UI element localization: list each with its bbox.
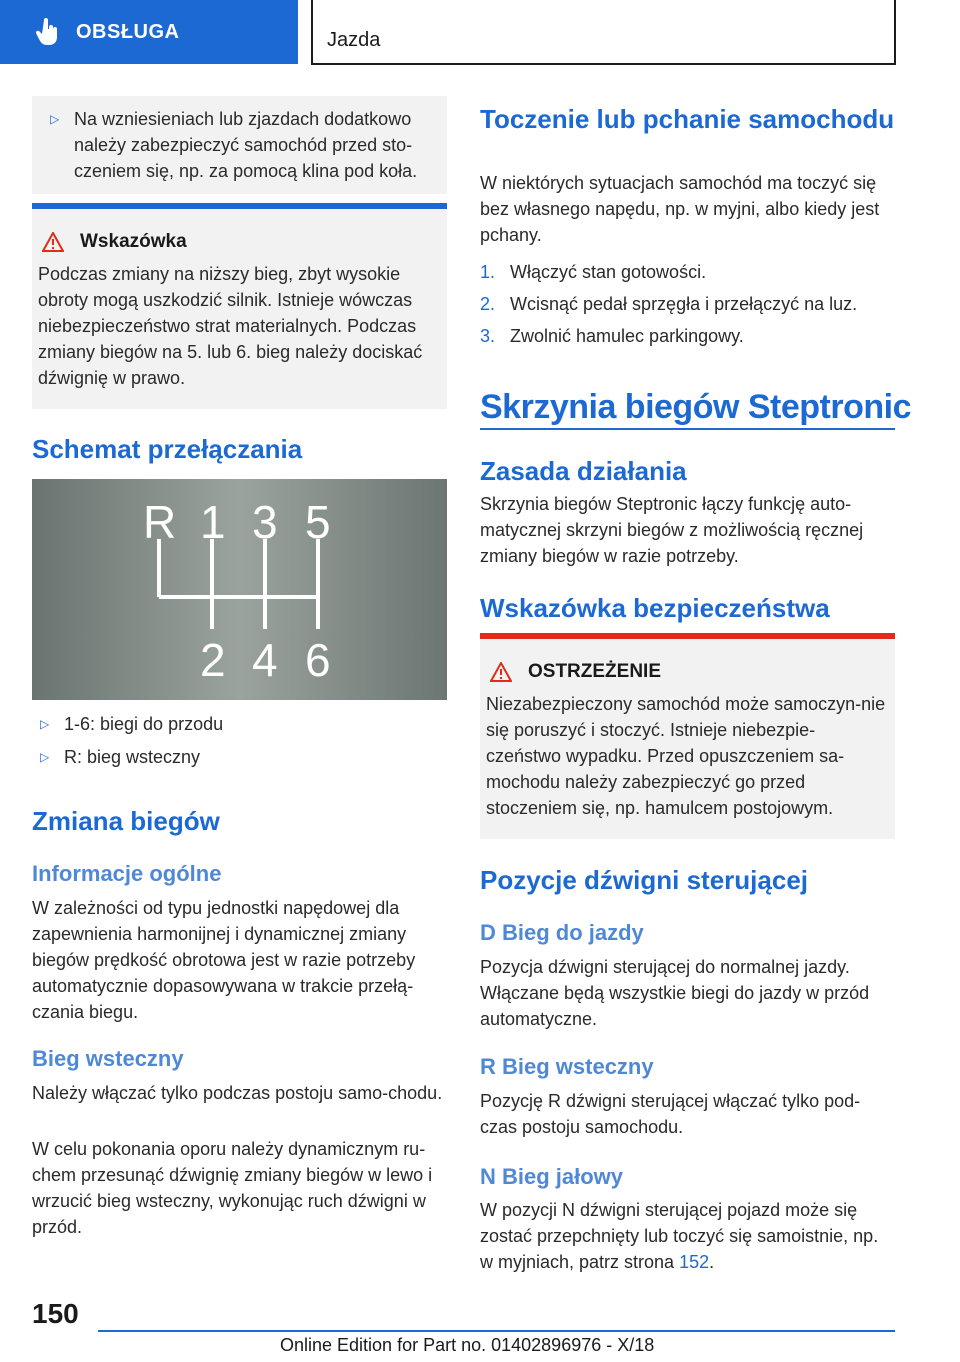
r-text: Pozycję R dźwigni sterującej włączać tylko pod-czas postoju samochodu. <box>480 1091 861 1137</box>
warning-text: Niezabezpieczony samochód może samoczyn-nie się poruszyć i stoczyć. Istnieje niebezpie-czeństwo wypadku. Przed opuszczeniem sa-mochodu należy zabezpieczyć go przed stoczeniem się, np. hamulcem postojowym. <box>486 694 886 818</box>
heading-reverse: Bieg wsteczny <box>32 1046 184 1071</box>
info-text: W zależności od typu jednostki napędowej dla zapewnienia harmonijnej i dynamicznej zmiany biegów prędkość obrotowa jest w razie potrzeby automatycznie dopasowywana w trakcie przełą-czania biegu. <box>32 898 416 1022</box>
d-text: Pozycja dźwigni sterującej do normalnej jazdy. Włączane będą wszystkie biegi do jazdy w przód automatyczne. <box>480 957 870 1029</box>
list-item <box>32 711 447 737</box>
heading-n: N Bieg jałowy <box>480 1164 624 1189</box>
step-text: Wcisnąć pedał sprzęgła i przełączyć na luz. <box>510 294 858 314</box>
page-number: 150 <box>32 1298 79 1329</box>
heading-toczenie: Toczenie lub pchanie samochodu <box>480 104 895 134</box>
step-number: 3. <box>480 326 496 346</box>
left-column <box>32 96 447 194</box>
bullet-text: Na wzniesieniach lub zjazdach dodatkowo należy zabezpieczyć samochód przed sto-czeniem się, np. za pomocą klina pod koła. <box>74 109 418 181</box>
gear-label-4: 4 <box>252 634 278 686</box>
gear-label-6: 6 <box>305 634 331 686</box>
n-text-end: . <box>709 1252 715 1272</box>
step-number: 2. <box>480 294 496 314</box>
heading-schemat: Schemat przełączania <box>32 434 303 464</box>
zasada-text: Skrzynia biegów Steptronic łączy funkcję auto-matycznej skrzyni biegów z możliwością ręcznej zmiany biegów w razie potrzeby. <box>480 494 864 566</box>
step-text: Zwolnić hamulec parkingowy. <box>510 326 744 346</box>
list-item <box>44 106 435 184</box>
gear-label-R: R <box>143 496 177 548</box>
bullet-text: 1-6: biegi do przodu <box>64 714 224 734</box>
gear-label-3: 3 <box>252 496 278 548</box>
heading-pozycje: Pozycje dźwigni sterującej <box>480 865 808 895</box>
roll-text: W niektórych sytuacjach samochód ma toczyć się bez własnego napędu, np. w myjni, albo kiedy jest pchany. <box>480 173 880 245</box>
edition-text: Online Edition for Part no. 01402896976 - X/18 <box>280 1335 655 1355</box>
n-text <box>480 1197 895 1275</box>
list-item <box>480 291 895 317</box>
warning-triangle-icon <box>42 232 64 252</box>
step-number: 1. <box>480 262 496 282</box>
hand-pointer-icon <box>36 18 60 46</box>
heading-rule <box>480 428 895 430</box>
warning-note <box>480 633 895 839</box>
heading-d: D Bieg do jazdy <box>480 920 644 945</box>
section-tab-label: OBSŁUGA <box>76 20 180 43</box>
list-item <box>32 744 447 770</box>
warning-title: OSTRZEŻENIE <box>528 661 662 682</box>
gear-label-1: 1 <box>200 496 226 548</box>
n-text-body: W pozycji N dźwigni sterującej pojazd może się zostać przepchnięty lub toczyć się samoistnie, np. w myjniach, patrz strona <box>480 1200 879 1272</box>
footer-edition <box>280 1335 654 1356</box>
bullet-text: R: bieg wsteczny <box>64 747 201 767</box>
heading-r: R Bieg wsteczny <box>480 1054 654 1079</box>
heading-steptronic: Skrzynia biegów Steptronic <box>480 388 911 426</box>
list-item <box>480 259 895 285</box>
chapter-title: Jazda <box>327 29 381 51</box>
steps-list <box>480 259 895 355</box>
step-text: Włączyć stan gotowości. <box>510 262 707 282</box>
gear-bullet-list <box>32 711 447 770</box>
warning-triangle-icon <box>490 662 512 682</box>
triangle-bullet-icon: ▷ <box>50 112 60 126</box>
reverse-text-2: W celu pokonania oporu należy dynamicznym ru-chem przesunąć dźwignię zmiany biegów w lewo i wrzucić bieg wsteczny, wykonując ruch dźwigni w przód. <box>32 1139 433 1237</box>
gear-label-2: 2 <box>200 634 226 686</box>
footer-rule <box>98 1330 895 1332</box>
heading-info: Informacje ogólne <box>32 861 222 886</box>
heading-zasada: Zasada działania <box>480 456 687 486</box>
section-tab[interactable] <box>0 0 298 64</box>
chapter-header <box>311 0 896 65</box>
triangle-bullet-icon: ▷ <box>40 717 50 731</box>
page-link-152[interactable]: 152 <box>679 1252 710 1272</box>
list-item <box>480 323 895 349</box>
top-bullet-box <box>32 96 447 194</box>
note-text: Podczas zmiany na niższy bieg, zbyt wysokie obroty mogą uszkodzić silnik. Istnieje wówczas niebezpieczeństwo strat materialnych. Podczas zmiany biegów na 5. lub 6. bieg należy dociskać dźwignię w prawo. <box>38 264 423 388</box>
triangle-bullet-icon: ▷ <box>40 750 50 764</box>
gear-shift-diagram <box>32 479 447 700</box>
gear-label-5: 5 <box>305 496 331 548</box>
heading-bezpieczenstwo: Wskazówka bezpieczeństwa <box>480 593 830 623</box>
note-title: Wskazówka <box>80 231 187 252</box>
heading-zmiana: Zmiana biegów <box>32 806 220 836</box>
reverse-text-1: Należy włączać tylko podczas postoju samo-chodu. <box>32 1083 443 1103</box>
hint-note <box>32 203 447 409</box>
